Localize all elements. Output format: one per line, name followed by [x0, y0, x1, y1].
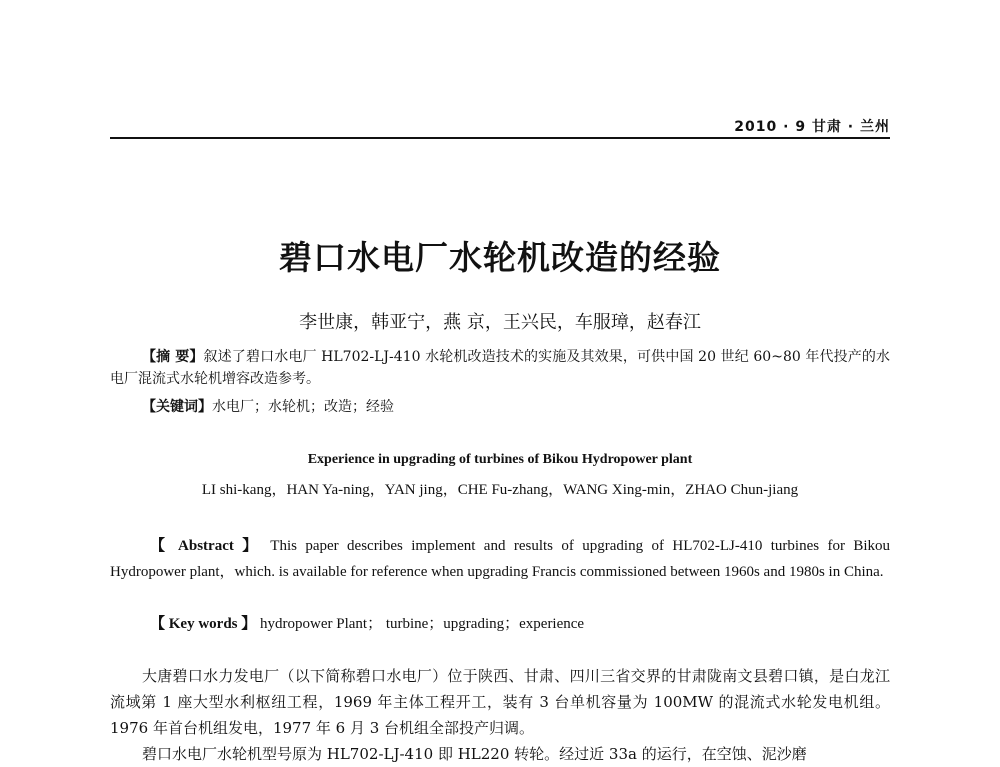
- english-keywords: [110, 611, 930, 637]
- english-keywords-text: hydropower Plant； turbine；upgrading；experience: [260, 616, 585, 632]
- body-paragraph-2: 碧口水电厂水轮机型号原为 HL702-LJ-410 即 HL220 转轮。经过近 33a 的运行，在空蚀、泥沙磨: [142, 745, 807, 763]
- issue-date-location: 2010 · 9 甘肃 · 兰州: [734, 119, 890, 135]
- chinese-keywords: [110, 396, 922, 418]
- body-paragraph-1: 大唐碧口水力发电厂（以下简称碧口水电厂）位于陕西、甘肃、四川三省交界的甘肃陇南文县碧口镇，是白龙江流域第 1 座大型水利枢纽工程，1969 年主体工程开工，装有 3 台单机容量为 100MW 的混流式水轮发电机组。1976 年首台机组发电，1977 年 6 月 3 台机组全部投产归调。: [110, 667, 890, 737]
- chinese-abstract-label: 【摘 要】: [142, 349, 204, 365]
- author-list: 李世康，韩亚宁，燕 京，王兴民，车服璋，赵春江: [299, 312, 701, 333]
- paper-title: 碧口水电厂水轮机改造的经验: [279, 238, 721, 277]
- body-text: [110, 663, 890, 767]
- chinese-keywords-label: 【关键词】: [142, 399, 212, 415]
- chinese-keywords-text: 水电厂；水轮机；改造；经验: [212, 399, 394, 415]
- header-rule: [110, 137, 890, 139]
- chinese-abstract-text: 叙述了碧口水电厂 HL702-LJ-410 水轮机改造技术的实施及其效果，可供中国 20 世纪 60~80 年代投产的水电厂混流式水轮机增容改造参考。: [110, 349, 891, 387]
- english-title: Experience in upgrading of turbines of Bikou Hydropower plant: [307, 452, 693, 467]
- chinese-abstract: [110, 346, 890, 390]
- english-keywords-label: 【 Key words 】: [150, 616, 257, 632]
- english-abstract: [110, 533, 890, 585]
- english-author-list: LI shi-kang，HAN Ya-ning，YAN jing，CHE Fu-zhang，WANG Xing-min，ZHAO Chun-jiang: [201, 482, 799, 498]
- english-abstract-label: 【 Abstract 】: [150, 538, 262, 554]
- english-abstract-text: This paper describes implement and results of upgrading of HL702-LJ-410 turbines for Bikou Hydropower plant，which. is available for reference when upgrading Francis commissioned between 1960s and 1980s in China.: [110, 538, 891, 580]
